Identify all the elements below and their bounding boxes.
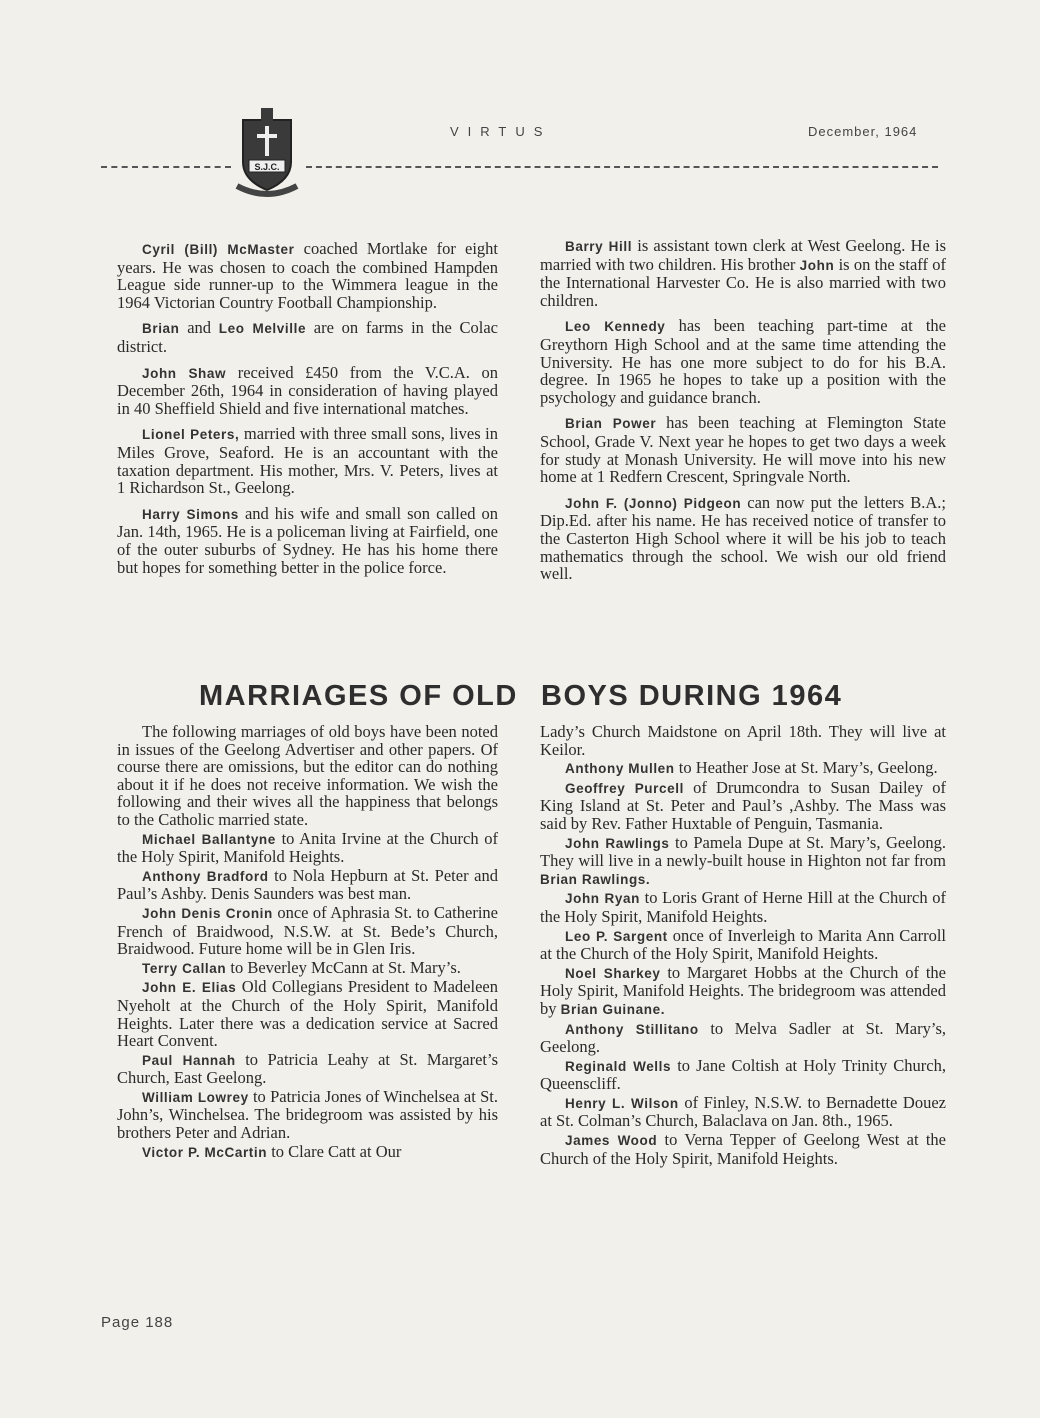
paragraph: Barry Hill is assistant town clerk at West Geelong. He is married with two children. His brother John is on the staff of the International Harvester Co. He is also married with two children.: [540, 236, 946, 310]
school-crest-icon: [235, 106, 299, 202]
marriage-entry: William Lowrey to Patricia Jones of Winchelsea at St. John’s, Winchelsea. The bridegroom was assisted by his brothers Peter and Adrian.: [117, 1086, 498, 1143]
rule-right: [306, 166, 938, 168]
marriage-entry: Reginald Wells to Jane Coltish at Holy Trinity Church, Queenscliff.: [540, 1055, 946, 1094]
page-number: Page 188: [101, 1314, 174, 1331]
rule-left: [101, 166, 231, 168]
person-name: John Shaw: [142, 365, 227, 381]
intro-paragraph: The following marriages of old boys have been noted in issues of the Geelong Advertiser and other papers. Of course there are omissions, but the editor can do nothing about it if he does not receive information. We wish the following and their wives all the happiness that belongs to the Catholic married state.: [117, 722, 498, 829]
person-name: Lionel Peters,: [142, 427, 240, 443]
person-name: Harry Simons: [142, 506, 239, 522]
person-name: Michael Ballantyne: [142, 831, 276, 847]
marriage-entry: Michael Ballantyne to Anita Irvine at the Church of the Holy Spirit, Manifold Heights.: [117, 828, 498, 867]
marriage-entry: Anthony Stillitano to Melva Sadler at St. Mary’s, Geelong.: [540, 1018, 946, 1057]
person-name: Paul Hannah: [142, 1052, 236, 1068]
person-name: Henry L. Wilson: [565, 1095, 679, 1111]
section-heading-left: MARRIAGES OF OLD: [199, 680, 518, 712]
person-name: Anthony Stillitano: [565, 1021, 699, 1037]
paragraph: Harry Simons and his wife and small son called on Jan. 14th, 1965. He is a policeman living at Fairfield, one of the outer suburbs of Sydney. He has his home there but hopes for something better in the police force.: [117, 503, 499, 577]
column-bottom-right: [540, 723, 946, 1168]
marriage-entry: Victor P. McCartin to Clare Catt at Our: [142, 1141, 402, 1161]
marriage-entry: Terry Callan to Beverley McCann at St. Mary’s.: [142, 957, 461, 977]
person-name: John F. (Jonno) Pidgeon: [565, 495, 742, 511]
person-name: Anthony Bradford: [142, 868, 269, 884]
paragraph: John F. (Jonno) Pidgeon can now put the letters B.A.; Dip.Ed. after his name. He has received notice of transfer to the Casterton High School where it will be his job to teach mathematics through the school. We wish our old friend well.: [540, 492, 946, 584]
paragraph: John Shaw received £450 from the V.C.A. on December 26th, 1964 in consideration of having played in 40 Sheffield Shield and five international matches.: [117, 362, 498, 418]
issue-date: December, 1964: [808, 124, 918, 139]
person-name: William Lowrey: [142, 1089, 249, 1105]
marriage-entry: Anthony Mullen to Heather Jose at St. Mary’s, Geelong.: [565, 758, 938, 778]
crest-label: S.J.C.: [254, 162, 280, 172]
person-name: Victor P. McCartin: [142, 1144, 268, 1160]
marriage-entry: John Denis Cronin once of Aphrasia St. to Catherine French of Braidwood, N.S.W. at St. Bede’s Church, Braidwood. Future home will be in Glen Iris.: [117, 902, 498, 959]
person-name: Anthony Mullen: [565, 761, 675, 777]
paragraph: Lionel Peters, married with three small sons, lives in Miles Grove, Seaford. He is an accountant with the taxation department. His mother, Mrs. V. Peters, lives at 1 Richardson St., Geelong.: [117, 424, 499, 498]
marriage-entry: Leo P. Sargent once of Inverleigh to Marita Ann Carroll at the Church of the Holy Spirit, Manifold Heights.: [540, 925, 946, 964]
person-name: Noel Sharkey: [565, 965, 661, 981]
person-name: Leo P. Sargent: [565, 928, 668, 944]
person-name: Brian Power: [565, 416, 657, 432]
person-name: James Wood: [565, 1133, 658, 1149]
marriage-entry: Geoffrey Purcell of Drumcondra to Susan Dailey of King Island at St. Peter and Paul’s ,Ashby. The Mass was said by Rev. Father Huxtable of Penguin, Tasmania.: [540, 777, 947, 833]
marriage-entry: Anthony Bradford to Nola Hepburn at St. Peter and Paul’s Ashby. Denis Saunders was best man.: [117, 865, 498, 904]
person-name: John Rawlings: [565, 835, 670, 851]
column-top-left: [117, 240, 498, 584]
person-name: Brian: [142, 321, 180, 337]
magazine-title: VIRTUS: [450, 124, 552, 139]
marriage-entry: John E. Elias Old Collegians President to Madeleen Nyeholt at the Church of the Holy Spirit, Manifold Heights. Later there was a dedication service at Sacred Heart Convent.: [117, 977, 498, 1051]
person-name: Brian Guinane.: [560, 1001, 666, 1017]
person-name: John E. Elias: [142, 980, 237, 996]
person-name: John Denis Cronin: [142, 905, 273, 921]
marriage-entry: John Ryan to Loris Grant of Herne Hill at the Church of the Holy Spirit, Manifold Heights.: [540, 888, 946, 926]
paragraph: Brian Power has been teaching at Flemington State School, Grade V. Next year he hopes to get two days a week for study at Monash University. He will move into his new home at 1 Redfern Crescent, Springvale North.: [540, 413, 946, 487]
person-name: Terry Callan: [142, 960, 227, 976]
column-top-right: [540, 237, 946, 591]
marriage-entry: John Rawlings to Pamela Dupe at St. Mary’s, Geelong. They will live in a newly-built house in Highton not far from Brian Rawlings.: [540, 832, 946, 887]
marriage-entry: Paul Hannah to Patricia Leahy at St. Margaret’s Church, East Geelong.: [117, 1049, 498, 1088]
person-name: John: [799, 257, 835, 273]
paragraph: Brian and Leo Melville are on farms in the Colac district.: [117, 318, 498, 356]
marriage-entry: Henry L. Wilson of Finley, N.S.W. to Bernadette Douez at St. Colman’s Church, Balaclava on Jan. 8th., 1965.: [540, 1092, 946, 1131]
marriage-entry: James Wood to Verna Tepper of Geelong West at the Church of the Holy Spirit, Manifold Heights.: [540, 1130, 946, 1168]
paragraph: Leo Kennedy has been teaching part-time at the Greythorn High School and at the same time attending the University. He has one more subject to do for his B.A. degree. In 1965 he hopes to take up a position with the psychology and guidance branch.: [540, 316, 946, 407]
paragraph: Cyril (Bill) McMaster coached Mortlake for eight years. He was chosen to coach the combined Hampden League side runner-up to the Wimmera league in the 1964 Victorian Country Football Championship.: [117, 239, 498, 312]
person-name: Cyril (Bill) McMaster: [142, 242, 295, 257]
marriage-entry: Noel Sharkey to Margaret Hobbs at the Church of the Holy Spirit, Manifold Heights. The bridegroom was attended by Brian Guinane.: [540, 962, 946, 1018]
person-name: Reginald Wells: [565, 1058, 672, 1074]
continuation-paragraph: Lady’s Church Maidstone on April 18th. They will live at Keilor.: [540, 722, 946, 759]
person-name: John Ryan: [565, 891, 640, 907]
section-heading-right: BOYS DURING 1964: [541, 680, 843, 712]
person-name: Brian Rawlings.: [540, 871, 651, 887]
column-bottom-left: [117, 723, 498, 1162]
person-name: Geoffrey Purcell: [565, 780, 684, 796]
person-name: Leo Kennedy: [565, 319, 666, 335]
person-name: Barry Hill: [565, 239, 633, 254]
person-name: Leo Melville: [218, 321, 307, 337]
